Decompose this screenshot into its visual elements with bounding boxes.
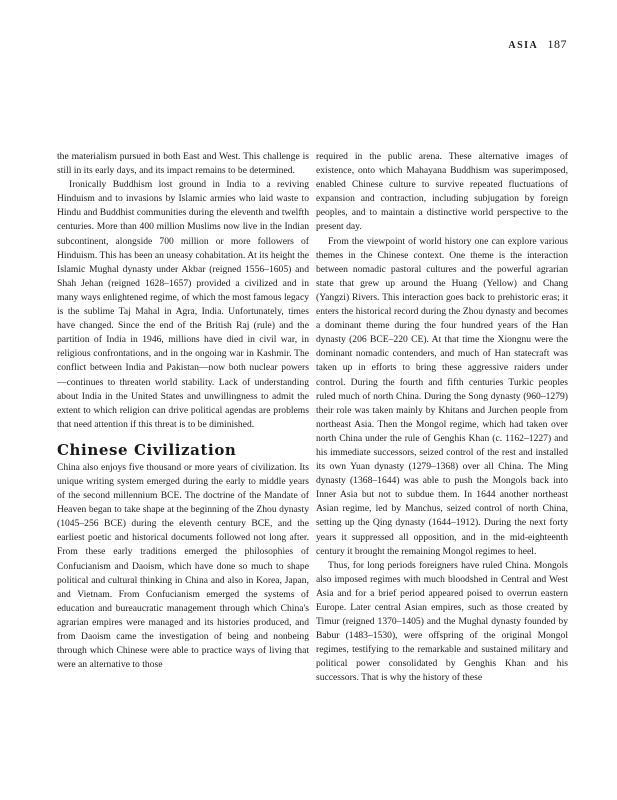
paragraph: China also enjoys five thousand or more years of civilization. Its unique writing system emerged during the early to middle years of the second millennium BCE. The doctrine of the Mandate of Heaven began to take shape at the beginning of the Zhou dynasty (1045–256 BCE) during the eleventh century BCE, and the earliest poetic and historical documents followed not long after. From these early traditions emerged the philosophies of Confucianism and Daoism, which have done so much to shape political and cultural thinking in China and also in Korea, Japan, and Vietnam. From Confucianism emerged the systems of education and bureaucratic management through which China's agrarian empires were managed and its histories produced, and from Daoism came the investigation of being and nonbeing through which Chinese were able to practice ways of living that were an alternative to those [57, 461, 309, 671]
page-number: 187 [547, 37, 567, 51]
paragraph: From the viewpoint of world history one can explore various themes in the Chinese context. One theme is the interaction between nomadic pastoral cultures and the powerful agrarian state that grew up around the Huang (Yellow) and Chang (Yangzi) Rivers. This interaction goes back to prehistoric eras; it enters the historical record during the Zhou dynasty and becomes a dominant theme during the four hundred years of the Han dynasty (206 BCE–220 CE). At that time the Xiongnu were the dominant nomadic contenders, and much of Han statecraft was taken up in efforts to bring these aggressive raiders under control. During the fourth and fifth centuries Turkic peoples ruled much of north China. During the Song dynasty (960–1279) their role was taken mainly by Khitans and Jurchen people from northeast Asia. Then the Mongol regime, which had taken over north China under the rule of Genghis Khan (c. 1162–1227) and his immediate successors, seized control of the rest and installed its own Yuan dynasty (1279–1368) over all China. The Ming dynasty (1368–1644) was able to push the Mongols back into Inner Asia but not to subdue them. In 1644 another northeast Asian regime, led by Manchus, seized control of north China, setting up the Qing dynasty (1644–1912). During the next forty years it suppressed all opposition, and in the mid-eighteenth century it brought the remaining Mongol regimes to heel. [316, 235, 568, 557]
section-heading: Chinese Civilization [57, 440, 237, 459]
running-head [508, 37, 567, 52]
paragraph: the materialism pursued in both East and West. This challenge is still in its early days, and its impact remains to be determined. [57, 151, 309, 177]
paragraph: Ironically Buddhism lost ground in India to a reviving Hinduism and to invasions by Islamic armies who laid waste to Hindu and Buddhist communities during the eleventh and twelfth centuries. More than 400 million Muslims now live in the Indian subcontinent, alongside 700 million or more followers of Hinduism. This has been an uneasy cohabitation. At its height the Islamic Mughal dynasty under Akbar (reigned 1556–1605) and Shah Jehan (reigned 1628–1657) provided a civilized and in many ways enlightened regime, of which the most famous legacy is the sublime Taj Mahal in Agra, India. Unfortunately, times have changed. Since the end of the British Raj (rule) and the partition of India in 1946, millions have died in civil war, in religious confrontations, and in the ongoing war in Kashmir. The conflict between India and Pakistan—now both nuclear powers—continues to threaten world stability. Lack of understanding about India in the United States and unwillingness to admit the extent to which religion can drive political agendas are problems that need attention if this threat is to be diminished. [57, 179, 309, 430]
left-column [57, 150, 309, 672]
section-title: ASIA [508, 40, 539, 51]
paragraph: required in the public arena. These alternative images of existence, onto which Mahayana Buddhism was superimposed, enabled Chinese culture to survive repeated fluctuations of expansion and contraction, including subjugation by foreign peoples, and to maintain a distinctive world perspective to the present day. [316, 151, 568, 233]
right-column [316, 150, 568, 686]
paragraph: Thus, for long periods foreigners have ruled China. Mongols also imposed regimes with much bloodshed in Central and West Asia and for a brief period appeared poised to overrun eastern Europe. Later central Asian empires, such as those created by Timur (reigned 1370–1405) and the Mughal dynasty founded by Babur (1483–1530), were offspring of the original Mongol regimes, testifying to the remarkable and sustained military and political power consolidated by Genghis Khan and his successors. That is why the history of these [316, 559, 568, 684]
